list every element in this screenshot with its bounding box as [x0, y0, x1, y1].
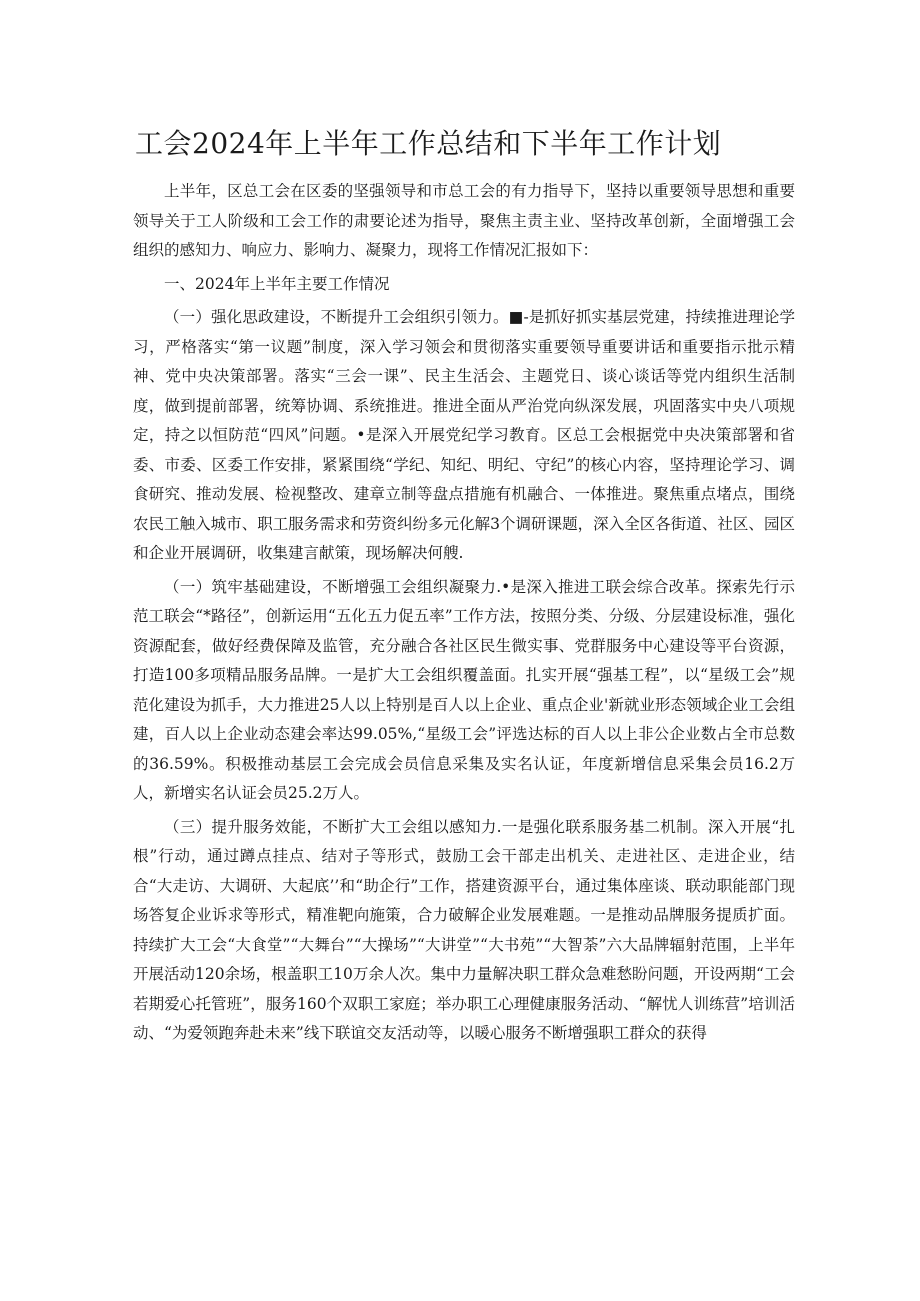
paragraph-foundation-building: （一）筑牢基础建设，不断增强工会组织凝聚力.•是深入推进工联会综合改革。探索先行示范工联会“*路径”，创新运用“五化五力促五率”工作方法，按照分类、分级、分层建设标准，强化资源配套，做好经费保障及监管，充分融合各社区民生微实事、党群服务中心建设等平台资源，打造100多项精品服务品牌。一是扩大工会组织覆盖面。扎实开展“强基工程”，以“星级工会”规范化建设为抓手，大力推进25人以上特别是百人以上企业、重点企业'新就业形态领域企业工会组建，百人以上企业动态建会率达99.05%,“星级工会”评选达标的百人以上非公企业数占全市总数的36.59%。积极推动基层工会完成会员信息采集及实名认证，年度新增信息采集会员16.2万人，新增实名认证会员25.2万人。	[133, 577, 795, 802]
paragraph-service-efficiency: （三）提升服务效能，不断扩大工会组以感知力.一是强化联系服务基二机制。深入开展“扎根”行动，通过蹲点挂点、结对子等形式，鼓励工会干部走出机关、走进社区、走进企业，结合“大走访、大调研、大起底’’和“助企行”工作，搭建资源平台，通过集体座谈、联动职能部门现场答复企业诉求等形式，精准靶向施策，合力破解企业发展难题。一是推动品牌服务提质扩面。持续扩大工会“大食堂”“大舞台”“大操场”“大讲堂”“大书苑”“大智荼”六大品牌辐射范围，上半年开展活动120余场，根盖职工10万余人次。集中力量解决职工群众急难愁盼问题，开设两期“工会若期爱心托管班”，服务160个双职工家庭；举办职工心理健康服务活动、“解忧人训练营”培训活动、“为爱领跑奔赴未来”线下联谊交友活动等，以暖心服务不断增强职工群众的获得	[133, 817, 795, 1042]
intro-paragraph: 上半年，区总工会在区委的坚强领导和市总工会的有力指导下，坚持以重要领导思想和重要领导关于工人阶级和工会工作的肃要论述为指导，聚焦主责主业、坚持改革创新，全面增强工会组织的感知力、响应力、影响力、凝聚力，现将工作情况汇报如下：	[133, 182, 795, 259]
paragraph-ideological-building: （一）强化思政建设，不断提升工会组织引领力。■-是抓好抓实基层党建，持续推进理论学习，严格落实“第一议题”制度，深入学习领会和贯彻落实重要领导重要讲话和重要指示批示精神、党中央决策部署。落实“三会一课”、民主生活会、主题党日、谈心谈话等党内组织生活制度，做到提前部署，统筹协调、系统推进。推进全面从严治党向纵深发展，巩固落实中央八项规定，持之以恒防范“四风”问题。•是深入开展党纪学习教育。区总工会根据党中央决策部署和省委、市委、区委工作安排，紧紧围绕“学纪、知纪、明纪、守纪”的核心内容，坚持理论学习、调食研究、推动发展、检视整改、建章立制等盘点措施有机融合、一体推进。聚焦重点堵点，围绕农民工触入城市、职工服务需求和劳资纠纷多元化解3个调研课题，深入全区各街道、社区、园区和企业开展调研，收集建言献策，现场解决何艘.	[133, 308, 795, 562]
document-title: 工会2024年上半年工作总结和下半年工作计划	[135, 127, 722, 160]
section-heading: 一、2024年上半年主要工作情况	[164, 274, 390, 293]
document-body	[133, 177, 795, 1053]
